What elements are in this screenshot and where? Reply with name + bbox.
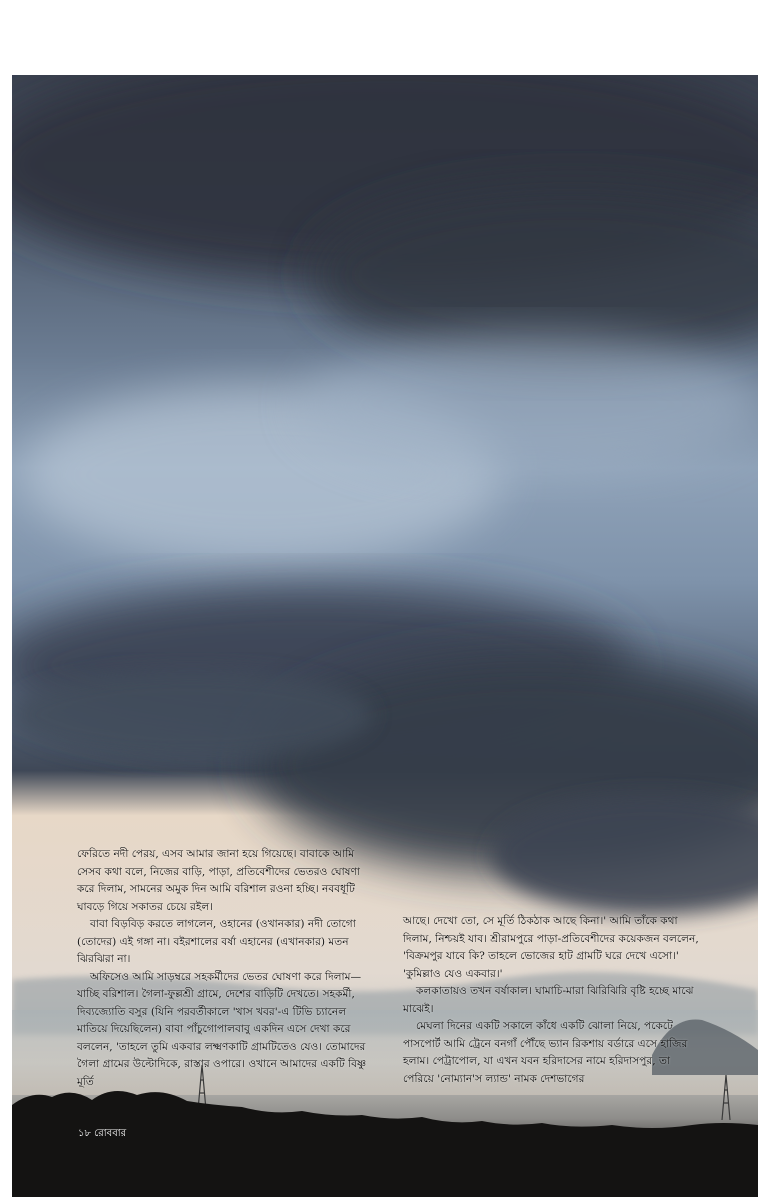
article-column-right [403,913,703,1088]
paragraph: বাবা বিড়বিড় করতে লাগলেন, ওহানের (ওখানকার) নদী তোগো (তোদের) এই গঙ্গা না। বইরশালের বর্ষা এহানের (এখানকার) মতন ঝিরঝিরা না। [77,918,356,965]
page-number: ১৮ [78,1128,91,1139]
paragraph: ফেরিতে নদী পেরয়, এসব আমার জানা হয়ে গিয়েছে। বাবাকে আমি সেসব কথা বলে, নিজের বাড়ি, পাড়া, প্রতিবেশীদের ভেতরও ঘোষণা করে দিলাম, সামনের অমুক দিন আমি বরিশাল রওনা হচ্ছি। নববধূটি ঘাবড়ে গিয়ে সকাতর চেয়ে রইল। [77,848,360,913]
page-footer [78,1126,126,1143]
paragraph: কলকাতায়ও তখন বর্ষাকাল। ঘামাচি-মারা ঝিরিঝিরি বৃষ্টি হচ্ছে মাঝে মাঝেই। [403,985,694,1015]
paragraph: মেঘলা দিনের একটি সকালে কাঁধে একটি ঝোলা নিয়ে, পকেটে পাসপোর্ট আমি ট্রেনে বনগাঁ পৌঁছে ভ্যান রিকশায় বর্ডারে এসে হাজির হলাম। পেট্রাপোল, যা এখন যবন হরিদাসের নামে হরিদাসপুর, তা পেরিয়ে 'নোম্যান'স ল্যান্ড' নামক দেশভাগের [403,1020,688,1085]
paragraph: অফিসেও আমি সাড়ম্বরে সহকর্মীদের ভেতর ঘোষণা করে দিলাম— যাচ্ছি বরিশাল। গৈলা-ফুল্লশ্রী গ্রামে, দেশের বাড়িটি দেখতে। সহকর্মী, দিব্যজ্যোতি বসুর (যিনি পরবর্তীকালে 'খাস খবর'-এ টিভি চ্যানেল মাতিয়ে দিয়েছিলেন) বাবা পাঁচুগোপালবাবু একদিন এসে দেখা করে বললেন, 'তাহলে তুমি একবার লক্ষ্মণকাটি গ্রামটিতেও যেও। তোমাদের গৈলা গ্রামের উল্টোদিকে, রাস্তার ওপারে। ওখানে আমাদের একটি বিষ্ণু মূর্তি [77,970,367,1088]
magazine-name: রোববার [94,1128,127,1139]
article-column-left [77,846,369,1091]
paragraph: আছে। দেখো তো, সে মূর্তি ঠিকঠাক আছে কিনা।' আমি তাঁকে কথা দিলাম, নিশ্চয়ই যাব। শ্রীরামপুরে পাড়া-প্রতিবেশীদের কয়েকজন বললেন, 'বিক্রমপুর যাবে কি? তাহলে ভোজের হাট গ্রামটি ঘরে দেখে এসো।' 'কুমিল্লাও যেও একবার।' [403,915,699,980]
